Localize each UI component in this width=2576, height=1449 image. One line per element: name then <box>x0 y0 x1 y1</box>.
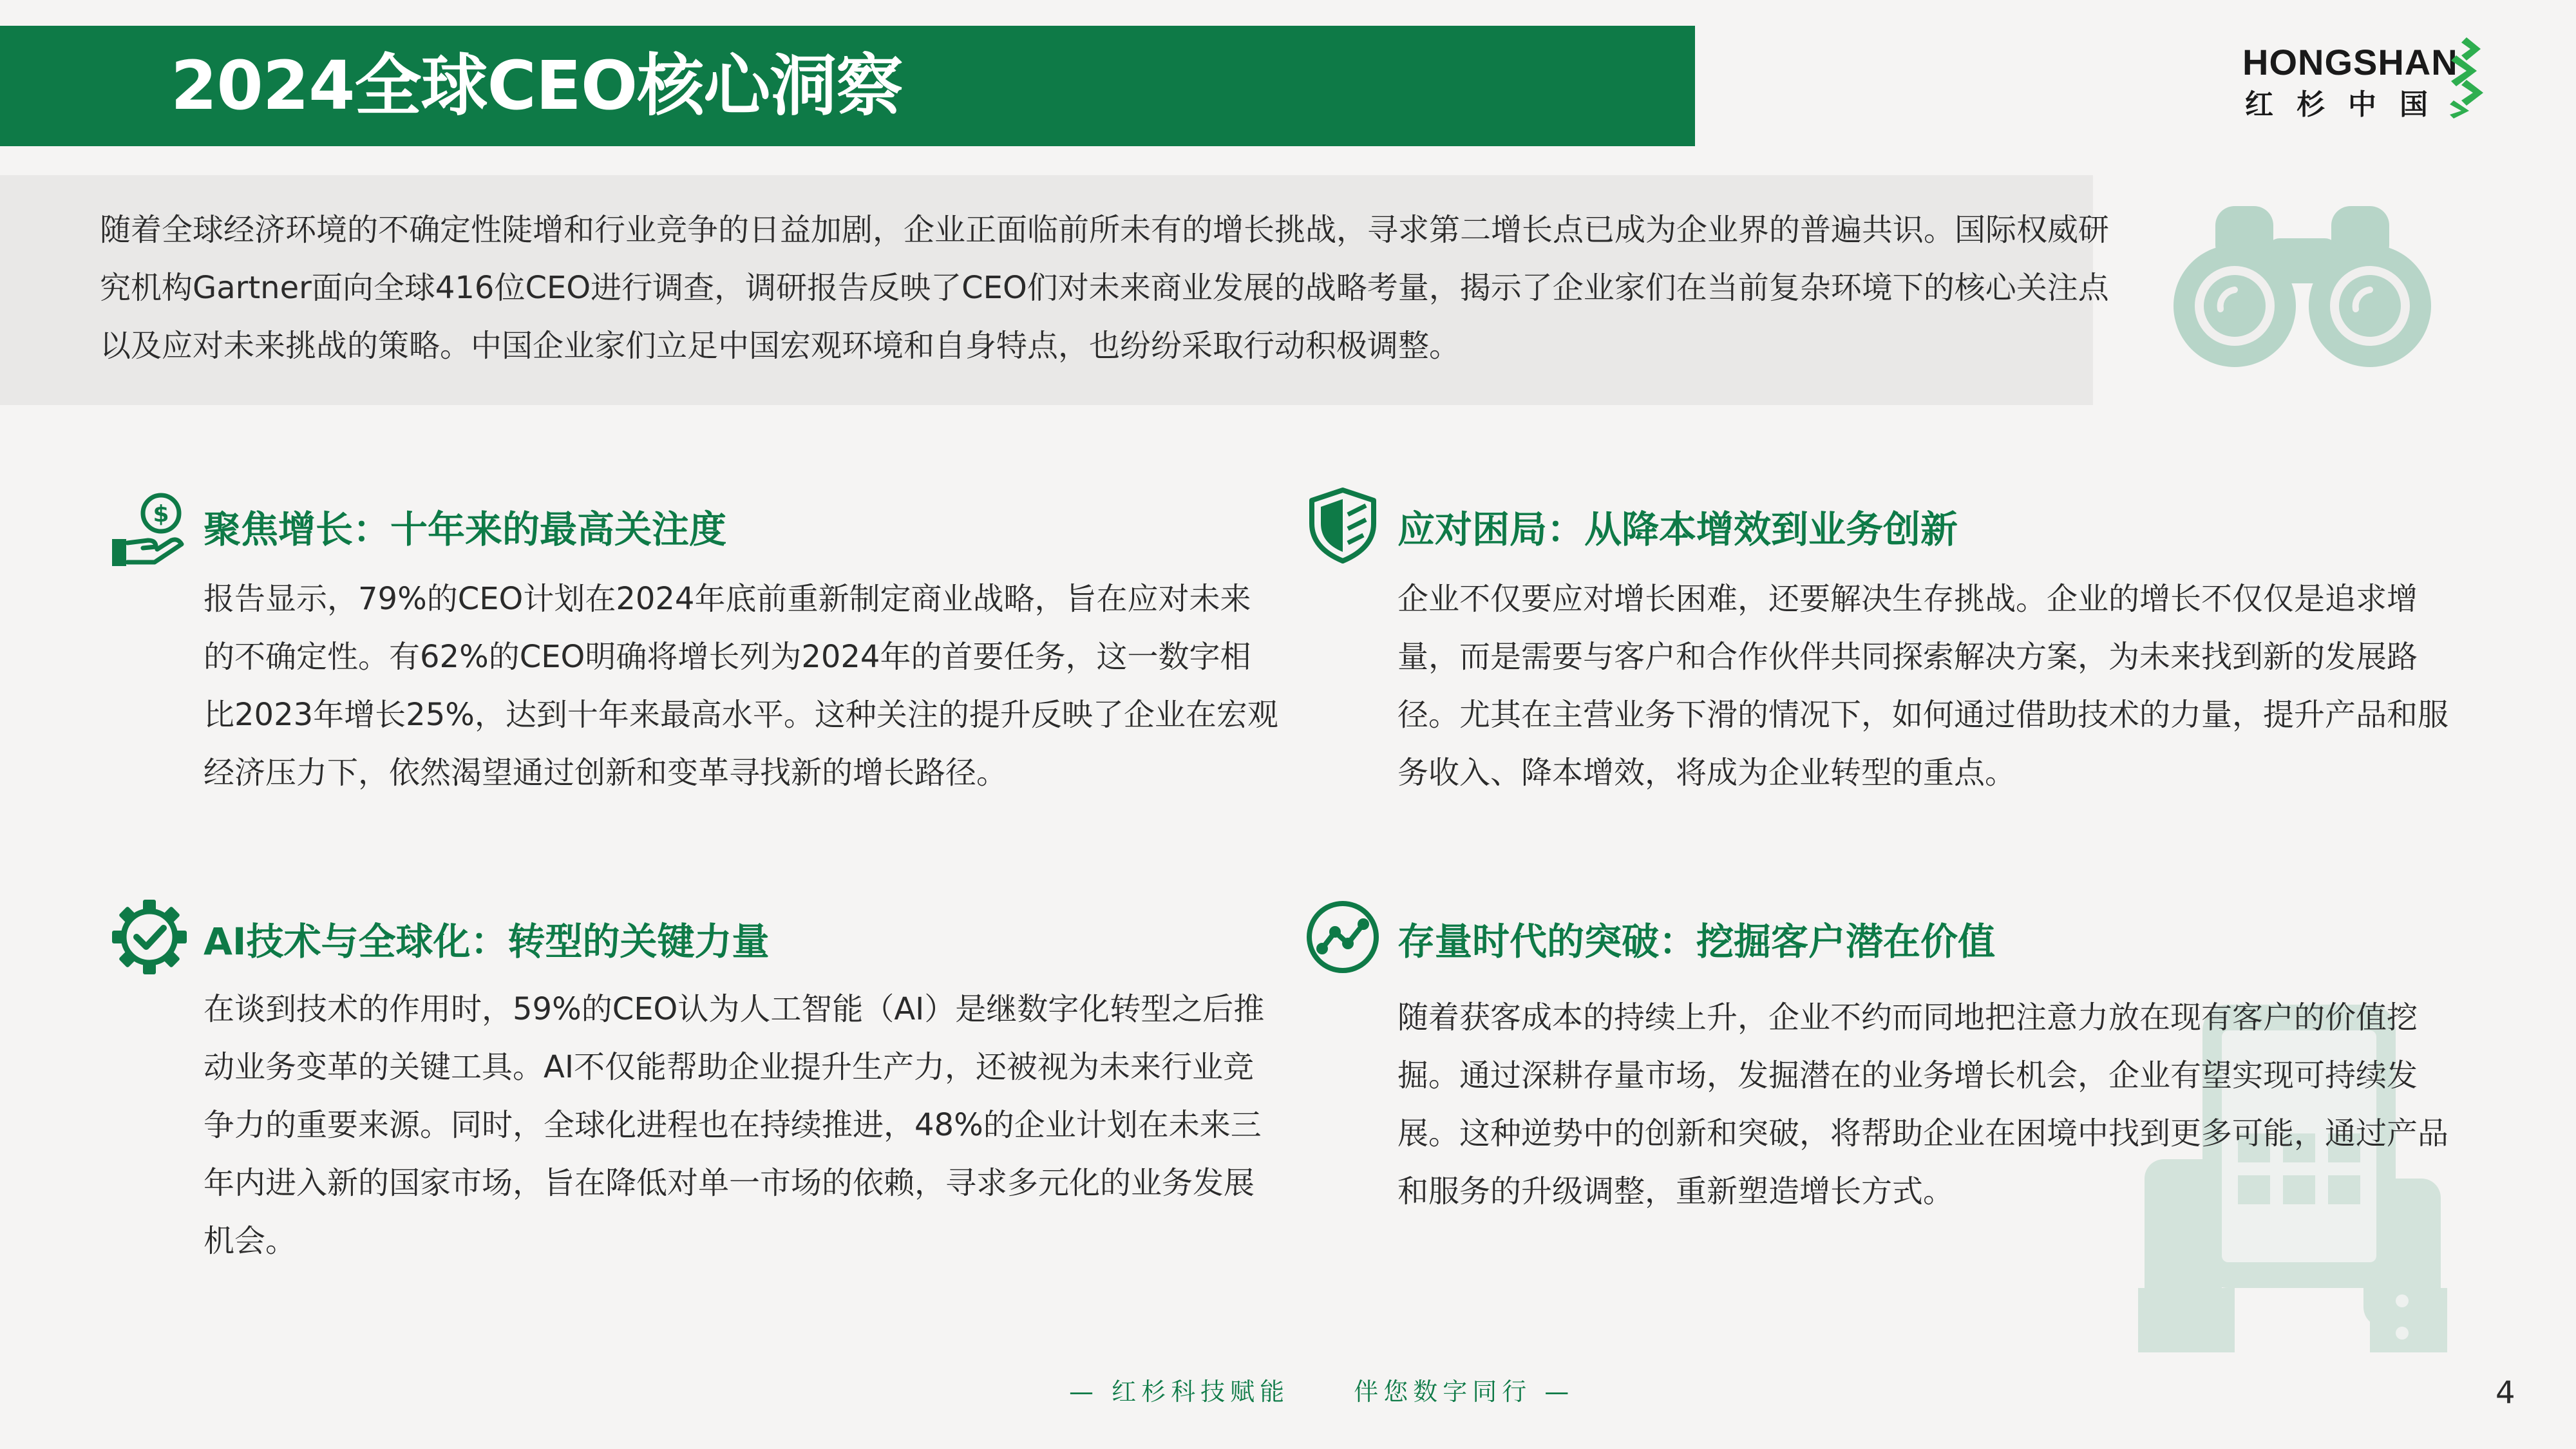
section-body: 企业不仅要应对增长困难，还要解决生存挑战。企业的增长不仅仅是追求增量，而是需要与客户和合作伙伴共同探索解决方案，为未来找到新的发展路径。尤其在主营业务下滑的情况下，如何通过借助技术的力量，提升产品和服务收入、降本增效，将成为企业转型的重点。 <box>1397 581 2449 791</box>
shield-icon <box>1304 486 1381 564</box>
section-body: 报告显示，79%的CEO计划在2024年底前重新制定商业战略，旨在应对未来的不确定性。有62%的CEO明确将增长列为2024年的首要任务，这一数字相比2023年增长25%，达到十年来最高水平。这种关注的提升反映了企业在宏观经济压力下，依然渴望通过创新和变革寻找新的增长路径。 <box>204 581 1278 791</box>
intro-panel <box>0 175 2110 405</box>
logo-mark-icon <box>2447 37 2486 118</box>
page-number: 4 <box>2496 1375 2515 1411</box>
money-hand-icon <box>109 493 187 570</box>
logo-text-cn: 红杉中国 <box>2245 88 2451 121</box>
footer-slogan-right: 伴您数字同行 — <box>1354 1378 1575 1406</box>
title-bar <box>0 26 1695 146</box>
gear-check-icon <box>111 898 188 976</box>
section-body: 随着获客成本的持续上升，企业不约而同地把注意力放在现有客户的价值挖掘。通过深耕存量市场，发掘潜在的业务增长机会，企业有望实现可持续发展。这种逆势中的创新和突破，将帮助企业在困境中找到更多可能，通过产品和服务的升级调整，重新塑造增长方式。 <box>1397 999 2449 1209</box>
section-body: 在谈到技术的作用时，59%的CEO认为人工智能（AI）是继数字化转型之后推动业务变革的关键工具。AI不仅能帮助企业提升生产力，还被视为未来行业竞争力的重要来源。同时，全球化进程也在持续推进，48%的企业计划在未来三年内进入新的国家市场，旨在降低对单一市场的依赖，寻求多元化的业务发展机会。 <box>204 991 1265 1259</box>
section-title: 存量时代的突破：挖掘客户潜在价值 <box>1397 920 1996 963</box>
section-title: 应对困局：从降本增效到业务创新 <box>1397 507 1958 551</box>
binoculars-icon <box>2170 200 2434 367</box>
page-title: 2024全球CEO核心洞察 <box>171 46 903 125</box>
svg-text:$: $ <box>153 501 169 527</box>
footer-slogan-left: — 红杉科技赋能 <box>1069 1378 1290 1406</box>
hongshan-logo <box>2242 32 2487 129</box>
section-title: AI技术与全球化：转型的关键力量 <box>204 920 770 963</box>
trend-circle-icon <box>1304 898 1381 976</box>
logo-text-en: HONGSHAN <box>2242 42 2458 82</box>
intro-text: 随着全球经济环境的不确定性陡增和行业竞争的日益加剧，企业正面临前所未有的增长挑战，寻求第二增长点已成为企业界的普遍共识。国际权威研究机构Gartner面向全球416位CEO进行调查，调研报告反映了CEO们对未来商业发展的战略考量，揭示了企业家们在当前复杂环境下的核心关注点以及应对未来挑战的策略。中国企业家们立足中国宏观环境和自身特点，也纷纷采取行动积极调整。 <box>100 212 2110 364</box>
section-title: 聚焦增长：十年来的最高关注度 <box>204 507 727 551</box>
footer-slogan <box>1043 1372 1600 1407</box>
